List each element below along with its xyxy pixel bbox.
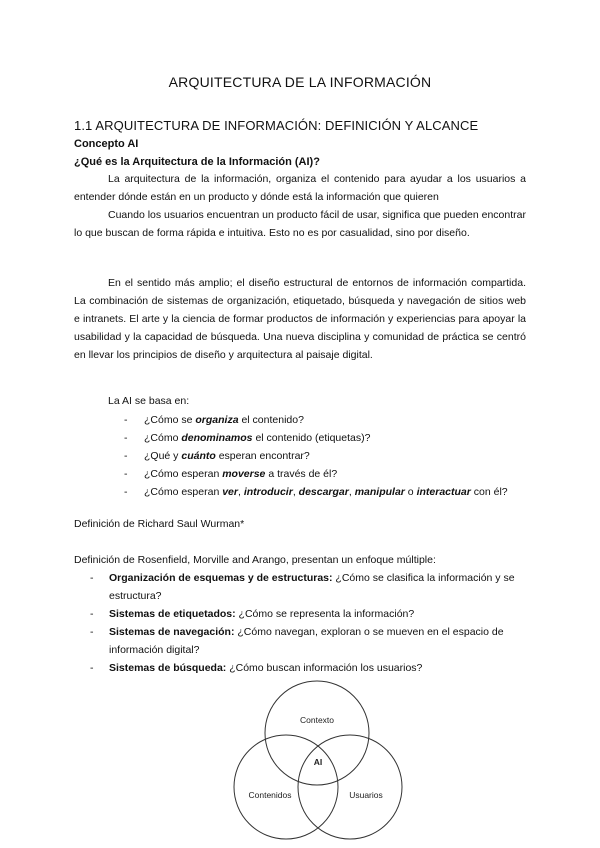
- question-heading: ¿Qué es la Arquitectura de la Información (AI)?: [74, 156, 320, 168]
- list-item: - ¿Cómo se organiza el contenido?: [124, 414, 304, 426]
- base-label: La AI se basa en:: [108, 395, 190, 407]
- venn-label-users: Usuarios: [349, 790, 383, 800]
- list-item: - Sistemas de navegación: ¿Cómo navegan, exploran o se mueven en el espacio de información digital?: [90, 626, 504, 656]
- list-item: - ¿Qué y cuánto esperan encontrar?: [124, 450, 310, 462]
- venn-circle-context: [265, 681, 369, 785]
- section-heading: 1.1 ARQUITECTURA DE INFORMACIÓN: DEFINICIÓN Y ALCANCE: [74, 118, 479, 133]
- venn-label-context: Contexto: [299, 715, 335, 725]
- concept-heading: Concepto AI: [74, 138, 139, 150]
- list-item: - Sistemas de etiquetados: ¿Cómo se representa la información?: [90, 608, 415, 620]
- list-item: - ¿Cómo esperan moverse a través de él?: [124, 468, 338, 480]
- venn-circle-contents: [234, 735, 338, 839]
- list-item: - ¿Cómo esperan ver, introducir, descargar, manipular o interactuar con él?: [124, 486, 508, 498]
- venn-label-contents: Contenidos: [248, 790, 292, 800]
- list-item: - Sistemas de búsqueda: ¿Cómo buscan información los usuarios?: [90, 662, 423, 674]
- paragraph-definition: La arquitectura de la información, organiza el contenido para ayudar a los usuarios a entender dónde están en un producto y dónde está la información que quieren: [74, 173, 526, 203]
- list-item: - Organización de esquemas y de estructuras: ¿Cómo se clasifica la información y se estructura?: [90, 572, 515, 602]
- venn-circle-users: [298, 735, 402, 839]
- list-item: - ¿Cómo denominamos el contenido (etiquetas)?: [124, 432, 371, 444]
- paragraph-usability: Cuando los usuarios encuentran un producto fácil de usar, significa que pueden encontrar lo que buscan de forma rápida e intuitiva. Esto no es por casualidad, sino por diseño.: [74, 209, 526, 239]
- document-title: ARQUITECTURA DE LA INFORMACIÓN: [168, 74, 432, 90]
- rosenfeld-intro: Definición de Rosenfield, Morville and Arango, presentan un enfoque múltiple:: [74, 554, 436, 566]
- wurman-definition: Definición de Richard Saul Wurman*: [74, 518, 245, 530]
- paragraph-broad-sense: En el sentido más amplio; el diseño estructural de entornos de información compartida. La combinación de sistemas de organización, etiquetado, búsqueda y navegación de sitios web e intranets. El arte y la ciencia de formar productos de información y experiencias para apoyar la usabilidad y la capacidad de búsqueda. Una nueva disciplina y comunidad de práctica se centró en llevar los principios de diseño y arquitectura al paisaje digital.: [74, 277, 526, 361]
- venn-label-center: AI: [313, 757, 323, 767]
